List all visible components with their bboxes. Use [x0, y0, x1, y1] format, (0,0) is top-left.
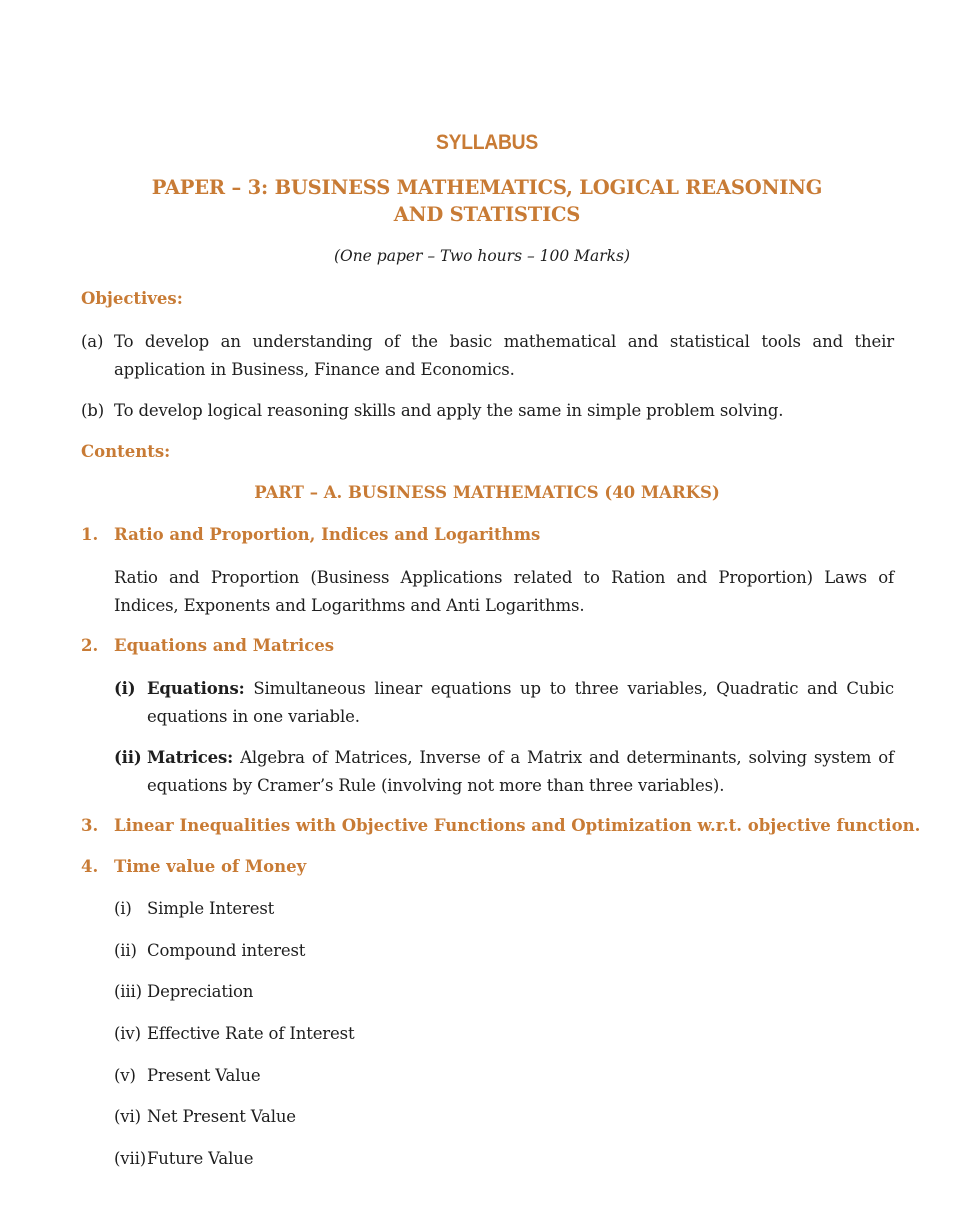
objective-label: (a): [81, 332, 104, 351]
item-label: (i): [114, 899, 132, 918]
section-2-item-ii: [114, 744, 894, 799]
list-item: [114, 1066, 260, 1085]
syllabus-title: SYLLABUS: [436, 131, 538, 154]
section-3-heading: [81, 816, 920, 835]
item-label: (v): [114, 1066, 136, 1085]
item-label: (ii): [114, 748, 142, 767]
item-term: Matrices:: [147, 748, 234, 767]
paper-title-line-1: PAPER – 3: BUSINESS MATHEMATICS, LOGICAL REASONING: [151, 176, 823, 199]
section-number: 1.: [81, 525, 99, 544]
item-description: Algebra of Matrices, Inverse of a Matrix and determinants, solving system of equations by Cramer’s Rule (involving not more than three variables).: [147, 748, 894, 795]
objective-item-a: [81, 328, 894, 383]
contents-heading: Contents:: [81, 442, 171, 461]
item-description: Simultaneous linear equations up to three variables, Quadratic and Cubic equations in one variable.: [147, 679, 894, 726]
paper-subtitle: (One paper – Two hours – 100 Marks): [333, 247, 631, 265]
item-label: (iii): [114, 982, 142, 1001]
section-title: Time value of Money: [114, 857, 307, 876]
item-label: (i): [114, 679, 136, 698]
objective-label: (b): [81, 401, 104, 420]
list-item: [114, 899, 274, 918]
section-title: Ratio and Proportion, Indices and Logarithms: [114, 525, 541, 544]
list-item: [114, 1149, 253, 1168]
objective-text: To develop an understanding of the basic mathematical and statistical tools and their application in Business, Finance and Economics.: [114, 332, 894, 379]
section-2-item-i: [114, 675, 894, 730]
section-title: Linear Inequalities with Objective Functions and Optimization w.r.t. objective function.: [114, 816, 921, 835]
section-1-heading: [81, 525, 540, 544]
item-label: (iv): [114, 1024, 141, 1043]
objective-item-b: [81, 397, 894, 425]
section-title: Equations and Matrices: [114, 636, 335, 655]
item-term: Equations:: [147, 679, 245, 698]
item-text: Simple Interest: [147, 899, 275, 918]
item-text: [147, 675, 894, 730]
paper-title-line-2: AND STATISTICS: [393, 203, 581, 226]
item-label: (vii): [114, 1149, 147, 1168]
objective-text: To develop logical reasoning skills and apply the same in simple problem solving.: [114, 401, 784, 420]
item-text: Effective Rate of Interest: [147, 1024, 355, 1043]
section-4-heading: [81, 857, 306, 876]
item-text: Future Value: [147, 1149, 254, 1168]
list-item: [114, 982, 253, 1001]
item-text: Net Present Value: [147, 1107, 296, 1126]
part-a-heading: PART – A. BUSINESS MATHEMATICS (40 MARKS): [254, 483, 720, 502]
item-text: Present Value: [147, 1066, 261, 1085]
item-label: (vi): [114, 1107, 141, 1126]
section-number: 3.: [81, 816, 99, 835]
list-item: [114, 941, 305, 960]
list-item: [114, 1024, 354, 1043]
paper-title: [0, 174, 960, 228]
list-item: [114, 1107, 296, 1126]
section-number: 2.: [81, 636, 99, 655]
item-label: (ii): [114, 941, 137, 960]
item-text: Compound interest: [147, 941, 306, 960]
section-1-body: Ratio and Proportion (Business Applications related to Ration and Proportion) Laws of Indices, Exponents and Logarithms and Anti Logarithms.: [114, 568, 894, 615]
section-2-heading: [81, 636, 334, 655]
section-number: 4.: [81, 857, 99, 876]
objectives-heading: Objectives:: [81, 289, 183, 308]
item-text: Depreciation: [147, 982, 254, 1001]
item-text: [147, 744, 894, 799]
